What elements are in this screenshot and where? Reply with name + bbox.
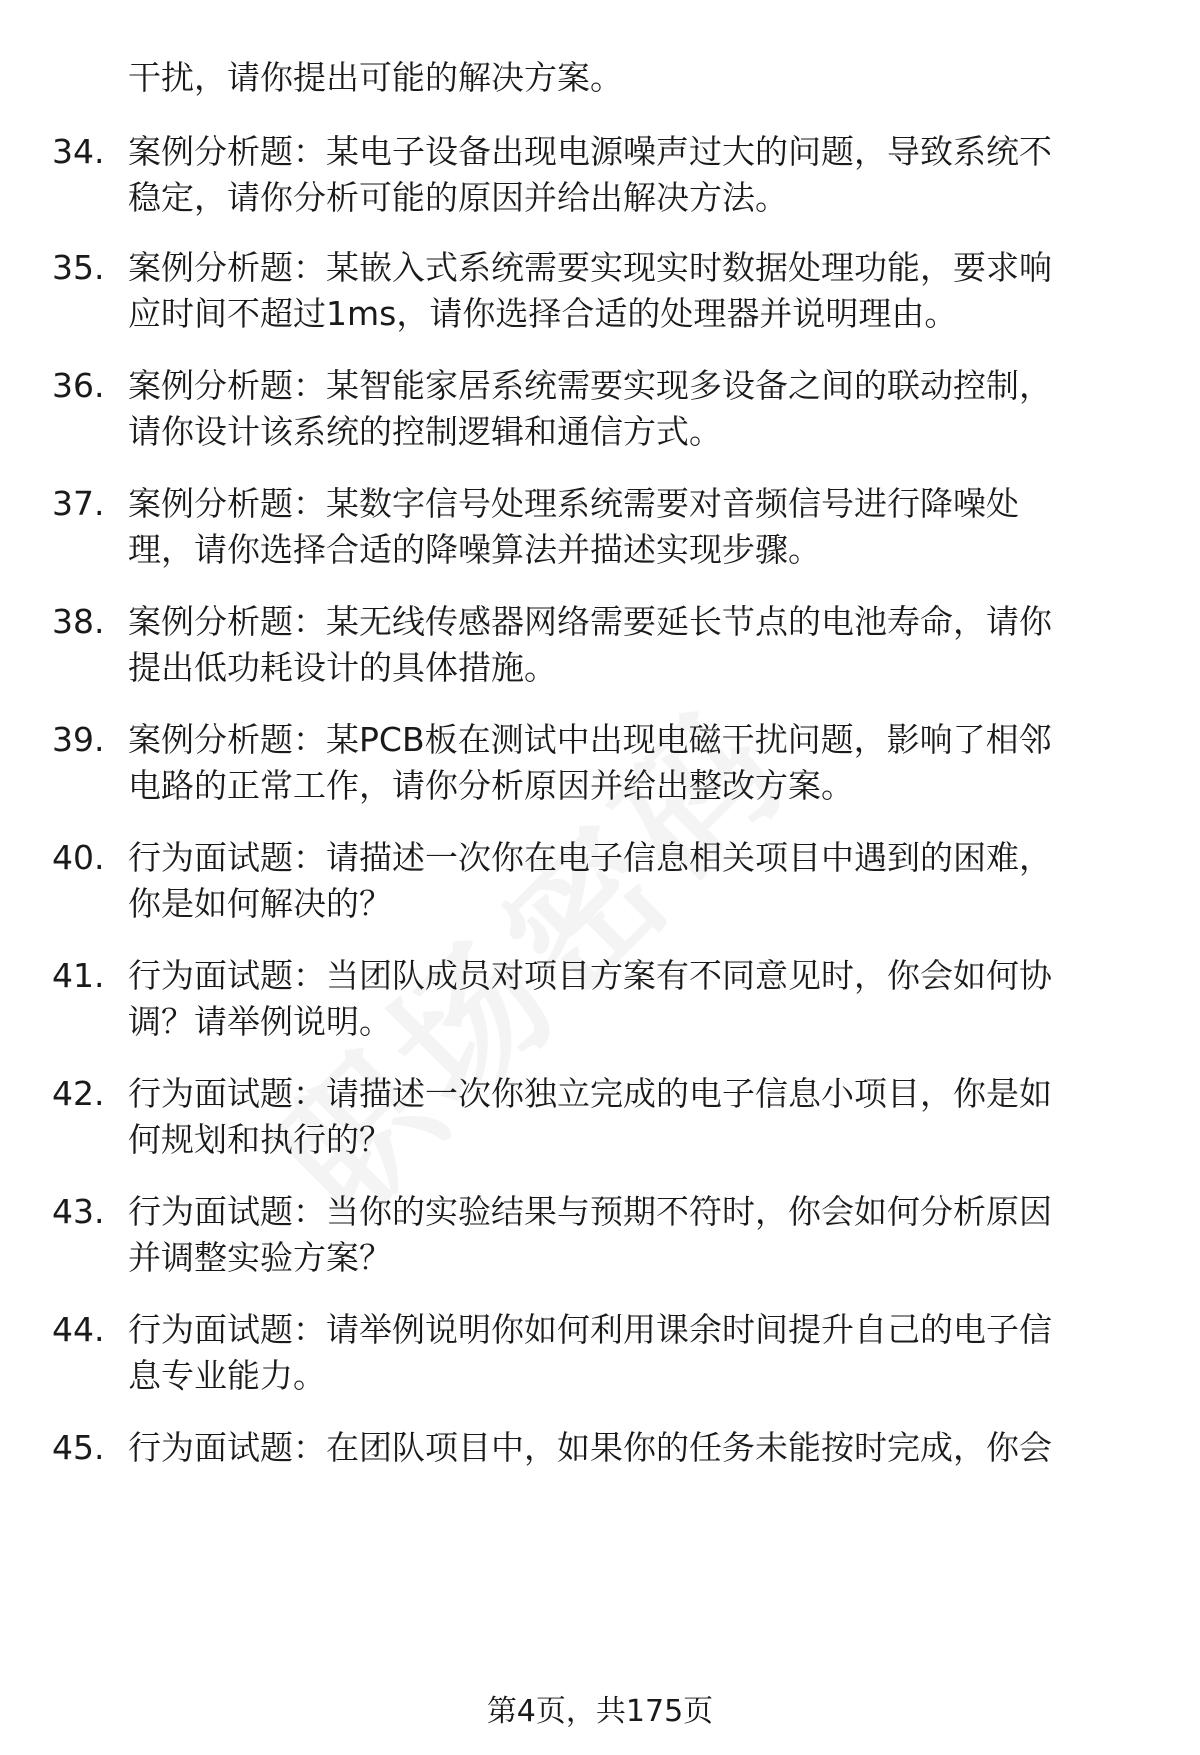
- question-text: 应时间不超过1ms，请你选择合适的处理器并说明理由。: [128, 294, 958, 333]
- question-text: 行为面试题：当你的实验结果与预期不符时，你会如何分析原因: [128, 1192, 1052, 1231]
- question-text: 理，请你选择合适的降噪算法并描述实现步骤。: [128, 530, 821, 569]
- question-text: 请你设计该系统的控制逻辑和通信方式。: [128, 412, 722, 451]
- question-text: 案例分析题：某电子设备出现电源噪声过大的问题，导致系统不: [128, 132, 1052, 171]
- question-number: 42.: [52, 1074, 105, 1113]
- question-number: 34.: [52, 132, 105, 171]
- question-text: 干扰，请你提出可能的解决方案。: [128, 58, 623, 97]
- question-number: 35.: [52, 248, 105, 287]
- question-number: 40.: [52, 838, 105, 877]
- question-number: 44.: [52, 1310, 105, 1349]
- question-number: 39.: [52, 720, 105, 759]
- question-text: 行为面试题：请举例说明你如何利用课余时间提升自己的电子信: [128, 1310, 1052, 1349]
- page-number: 第4页，共175页: [486, 1694, 714, 1729]
- question-text: 案例分析题：某嵌入式系统需要实现实时数据处理功能，要求响: [128, 248, 1052, 287]
- question-text: 案例分析题：某无线传感器网络需要延长节点的电池寿命，请你: [128, 602, 1052, 641]
- question-text: 调？请举例说明。: [128, 1002, 392, 1041]
- question-number: 36.: [52, 366, 105, 405]
- question-text: 电路的正常工作，请你分析原因并给出整改方案。: [128, 766, 854, 805]
- question-number: 41.: [52, 956, 105, 995]
- question-text: 息专业能力。: [128, 1356, 326, 1395]
- question-number: 38.: [52, 602, 105, 641]
- question-text: 提出低功耗设计的具体措施。: [128, 648, 557, 687]
- question-text: 行为面试题：请描述一次你独立完成的电子信息小项目，你是如: [128, 1074, 1052, 1113]
- question-number: 43.: [52, 1192, 105, 1231]
- question-text: 行为面试题：请描述一次你在电子信息相关项目中遇到的困难，: [128, 838, 1052, 877]
- question-text: 并调整实验方案？: [128, 1238, 392, 1277]
- question-text: 案例分析题：某PCB板在测试中出现电磁干扰问题，影响了相邻: [128, 720, 1052, 759]
- question-number: 37.: [52, 484, 105, 523]
- question-number: 45.: [52, 1428, 105, 1467]
- question-text: 行为面试题：当团队成员对项目方案有不同意见时，你会如何协: [128, 956, 1052, 995]
- question-text: 案例分析题：某数字信号处理系统需要对音频信号进行降噪处: [128, 484, 1019, 523]
- question-text: 案例分析题：某智能家居系统需要实现多设备之间的联动控制，: [128, 366, 1052, 405]
- question-text: 稳定，请你分析可能的原因并给出解决方法。: [128, 178, 788, 217]
- question-text: 何规划和执行的？: [128, 1120, 392, 1159]
- question-text: 行为面试题：在团队项目中，如果你的任务未能按时完成，你会: [128, 1428, 1052, 1467]
- question-text: 你是如何解决的？: [128, 884, 392, 923]
